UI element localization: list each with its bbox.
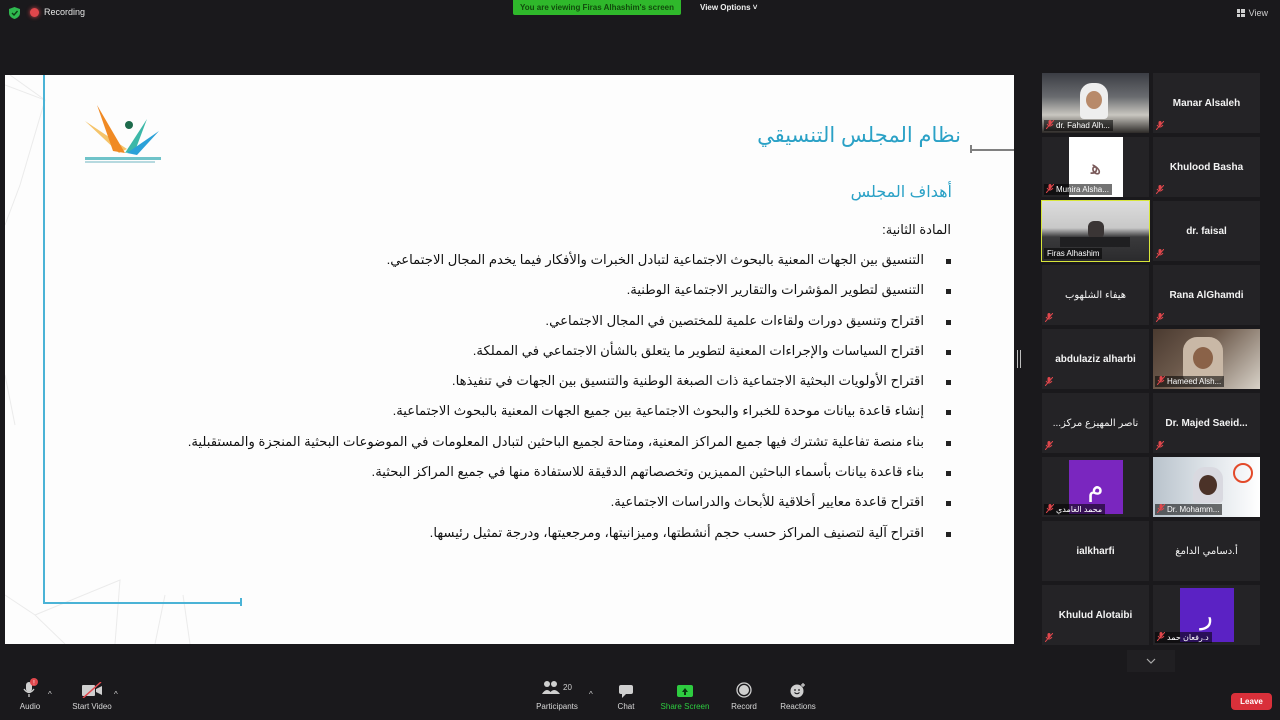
participant-name-label [1155, 504, 1222, 515]
mic-muted-icon [1045, 441, 1053, 450]
participant-tile[interactable] [1042, 457, 1149, 517]
view-options-button[interactable] [700, 3, 757, 12]
participant-name: dr. faisal [1186, 225, 1227, 237]
chat-label: Chat [617, 702, 635, 711]
mic-muted-icon [1157, 632, 1165, 641]
article-label: المادة الثانية: [882, 222, 951, 237]
gallery-next-page-button[interactable] [1127, 650, 1175, 672]
goals-list [188, 252, 951, 555]
bullet-square-icon [946, 501, 951, 506]
mic-muted-icon [1046, 184, 1054, 193]
participant-name: د.رفعان حمد [1167, 633, 1209, 642]
mic-muted-icon [1046, 120, 1054, 129]
participant-tile[interactable] [1153, 393, 1260, 453]
mic-muted-icon [1156, 185, 1164, 194]
record-icon [736, 676, 752, 698]
video-options-caret[interactable]: ^ [114, 690, 118, 699]
slide-frame-vertical [43, 75, 45, 604]
meeting-controls-toolbar [0, 676, 1280, 720]
recording-label: Recording [44, 7, 86, 17]
participant-tile[interactable] [1042, 585, 1149, 645]
slide-title: نظام المجلس التنسيقي [757, 124, 961, 147]
audio-options-caret[interactable]: ^ [48, 690, 52, 699]
goal-text: اقتراح وتنسيق دورات ولقاءات علمية للمختصين في المجال الاجتماعي. [545, 312, 924, 328]
participant-tile[interactable] [1042, 73, 1149, 133]
participant-tile[interactable] [1153, 329, 1260, 389]
participant-name-label [1044, 184, 1112, 195]
goal-item [188, 373, 951, 403]
participant-name: Munira Alsha... [1056, 185, 1109, 194]
share-screen-icon [677, 676, 693, 698]
participant-tile[interactable] [1153, 265, 1260, 325]
chat-icon [618, 676, 634, 698]
record-label: Record [731, 702, 757, 711]
goal-item [188, 282, 951, 312]
participant-gallery [1042, 73, 1260, 645]
view-layout-button[interactable] [1237, 8, 1268, 18]
mic-muted-icon [1156, 441, 1164, 450]
mic-muted-icon [1156, 313, 1164, 322]
mic-muted-icon [1157, 504, 1165, 513]
participant-name: أ.دسامي الدامغ [1175, 545, 1238, 557]
shared-screen-slide [5, 75, 1014, 644]
goal-text: اقتراح الأولويات البحثية الاجتماعية ذات الصبغة الوطنية والتنسيق بين الجهات في تنفيذها. [451, 373, 924, 389]
participant-name: هيفاء الشلهوب [1064, 289, 1127, 301]
participant-tile[interactable] [1042, 265, 1149, 325]
view-options-label: View Options [700, 3, 751, 12]
participant-name: Khulood Basha [1169, 161, 1244, 173]
participant-tile[interactable] [1042, 137, 1149, 197]
participant-name: Dr. Majed Saeid... [1165, 417, 1248, 429]
goal-text: اقتراح السياسات والإجراءات المعنية لتطوير ما يتعلق بالشأن الاجتماعي في المملكة. [472, 342, 924, 358]
goal-text: بناء قاعدة بيانات بأسماء الباحثين المميزين وتخصصاتهم الدقيقة للاستفادة منها في جميع المراكز البحثية. [371, 464, 924, 480]
participants-options-caret[interactable]: ^ [589, 690, 593, 699]
leave-meeting-button[interactable]: Leave [1231, 693, 1272, 710]
mic-muted-icon [1045, 313, 1053, 322]
participant-tile[interactable] [1153, 137, 1260, 197]
reactions-label: Reactions [780, 702, 816, 711]
reactions-icon [789, 676, 807, 698]
goal-text: اقتراح قاعدة معايير أخلاقية للأبحاث والدراسات الاجتماعية. [610, 494, 924, 510]
participant-tile[interactable] [1153, 457, 1260, 517]
reactions-button[interactable] [763, 676, 833, 711]
goal-item [188, 525, 951, 555]
profile-logo-glyph: ﻫ [1090, 156, 1102, 179]
goal-item [188, 434, 951, 464]
bullet-square-icon [946, 350, 951, 355]
slide-frame-horizontal [43, 602, 242, 604]
participant-name: abdulaziz alharbi [1055, 353, 1136, 365]
participant-avatar: م [1069, 460, 1123, 514]
participant-name: Firas Alhashim [1047, 249, 1100, 258]
goal-text: إنشاء قاعدة بيانات موحدة للخبراء والبحوث الاجتماعية بين جميع الجهات المعنية بالبحوث الاجتماعية. [392, 403, 924, 419]
goal-item [188, 313, 951, 343]
mic-muted-icon [1157, 376, 1165, 385]
bullet-square-icon [946, 380, 951, 385]
participant-tile[interactable] [1153, 201, 1260, 261]
grid-view-icon [1237, 9, 1245, 17]
recording-indicator[interactable] [30, 7, 85, 17]
microphone-icon [20, 676, 40, 698]
participants-icon-group [542, 676, 572, 698]
participant-name-label [1155, 376, 1224, 387]
participant-name: Manar Alsaleh [1172, 97, 1241, 109]
mic-muted-icon [1156, 121, 1164, 130]
participant-name: Rana AlGhamdi [1169, 289, 1244, 301]
audio-label: Audio [19, 702, 41, 711]
viewing-screen-banner: You are viewing Firas Alhashim's screen [513, 0, 681, 15]
participant-name-label [1155, 632, 1212, 643]
participant-name: ialkharfi [1076, 545, 1115, 557]
goal-item [188, 464, 951, 494]
view-label: View [1248, 8, 1268, 18]
svg-text:!: ! [33, 680, 35, 687]
mic-muted-icon [1045, 633, 1053, 642]
participant-name: Khulud Alotaibi [1058, 609, 1133, 621]
participant-name: محمد الغامدي [1056, 505, 1103, 514]
goal-text: بناء منصة تفاعلية تشترك فيها جميع المراكز المعنية، ومتاحة لجميع الباحثين لتبادل المعلومات في الموضوعات البحثية المنجزة والمستقبلية. [187, 433, 924, 449]
goal-text: التنسيق بين الجهات المعنية بالبحوث الاجتماعية لتبادل الخبرات والأفكار فيما يخدم المجال الاجتماعي. [386, 252, 924, 267]
participant-name-label [1044, 504, 1105, 515]
participant-tile[interactable] [1153, 585, 1260, 645]
video-off-icon [81, 676, 103, 698]
participant-name: Dr. Mohamm... [1167, 505, 1220, 514]
participant-name-label [1044, 248, 1102, 259]
organization-logo [77, 101, 163, 165]
participant-tile[interactable] [1042, 329, 1149, 389]
recording-dot-icon [30, 8, 39, 17]
bullet-square-icon [946, 320, 951, 325]
goal-item [188, 343, 951, 373]
participant-name: dr. Fahad Alh... [1056, 121, 1110, 130]
participant-tile[interactable] [1042, 393, 1149, 453]
chevron-down-icon [1146, 658, 1156, 664]
bullet-square-icon [946, 441, 951, 446]
participant-name: ...ناصر المهيزع مركز [1052, 417, 1139, 429]
slide-frame-cap [240, 598, 242, 606]
start-video-label: Start Video [72, 702, 112, 711]
participant-tile-active-speaker[interactable] [1042, 201, 1149, 261]
slide-subtitle: أهداف المجلس [850, 184, 952, 201]
goal-text: اقتراح آلية لتصنيف المراكز حسب حجم أنشطتها، وميزانيتها، ومرجعيتها، ودرجة تمثيل رئيسها. [429, 524, 924, 540]
bullet-square-icon [946, 410, 951, 415]
title-rule-cap [970, 145, 972, 153]
meeting-top-bar [0, 0, 1280, 26]
bullet-square-icon [946, 259, 951, 264]
goal-item [188, 403, 951, 433]
participant-name: Hameed Alsh... [1167, 377, 1222, 386]
participants-button[interactable] [522, 676, 592, 711]
panel-resize-handle[interactable] [1017, 350, 1022, 368]
participants-label: Participants [536, 702, 578, 711]
participants-count: 20 [563, 682, 572, 692]
participant-tile[interactable] [1153, 73, 1260, 133]
participant-tile[interactable] [1042, 521, 1149, 581]
goal-item [188, 494, 951, 524]
participant-name-label [1044, 120, 1113, 131]
participant-tile[interactable] [1153, 521, 1260, 581]
participant-avatar: ر [1180, 588, 1234, 642]
goal-text: التنسيق لتطوير المؤشرات والتقارير الاجتماعية الوطنية. [626, 282, 924, 298]
share-screen-label: Share Screen [660, 702, 710, 711]
audio-button[interactable] [0, 676, 65, 711]
chevron-down-icon: ˅ [752, 3, 758, 12]
participants-icon [542, 680, 560, 694]
bullet-square-icon [946, 532, 951, 537]
title-rule [971, 149, 1014, 151]
security-shield-icon[interactable] [9, 7, 20, 19]
bullet-square-icon [946, 289, 951, 294]
mic-muted-icon [1045, 377, 1053, 386]
mic-muted-icon [1156, 249, 1164, 258]
goal-item [188, 252, 951, 282]
mic-muted-icon [1046, 504, 1054, 513]
bullet-square-icon [946, 471, 951, 476]
